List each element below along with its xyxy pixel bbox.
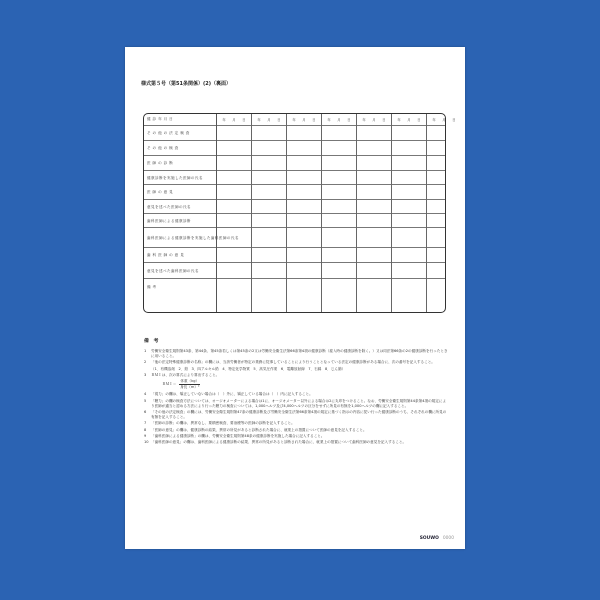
note-number: 9 [144,433,147,438]
note-number: 7 [144,421,147,426]
table-row [144,278,445,296]
note-number: 2 [144,360,147,365]
table-row [144,247,445,263]
table-row [144,170,445,185]
note-text: 「その他の法定検査」の欄には、労働安全衛生規則第47条の健康診断及び労働安全衛生法第66条第4項の規定に基づく指示の内容に従い行った健康診断のうち、それぞれの欄に所見の有無を記入すること。 [151,410,447,420]
date-unit: 年 [292,118,296,122]
date-unit: 月 [372,118,376,122]
row-label: 医 師 の 意 見 [147,190,174,194]
date-unit: 日 [312,118,316,122]
column-divider [356,114,357,312]
date-unit: 月 [267,118,271,122]
row-label: そ の 他 の 検 査 [147,146,179,150]
date-unit: 月 [337,118,341,122]
date-unit: 日 [382,118,386,122]
row-label: 意見を述べた歯科医師の氏名 [147,268,199,273]
row-label: 健 診 年 月 日 [147,117,174,121]
date-unit: 年 [222,118,226,122]
note-item [144,373,449,378]
date-cell[interactable] [289,114,319,125]
row-label: 歯科医師による健康診断 [147,218,191,223]
form-title: 様式第５号（第51条関係）(2)（裏面） [141,81,232,87]
date-cell[interactable] [254,114,284,125]
note-item [144,410,449,420]
row-label: 意見を述べた医師の氏名 [147,204,191,209]
note-number: 3 [144,372,147,377]
formula-numerator: 体重（kg） [179,379,200,385]
note-item [144,399,449,409]
date-unit: 月 [302,118,306,122]
row-label: 備 考 [147,285,157,289]
date-unit: 日 [347,118,351,122]
form-sheet [125,47,465,549]
note-text: 「歯科医師による健康診断」の欄は、労働安全衛生規則第48条の健康診断を実施した場合に記入すること。 [151,433,325,438]
date-unit: 年 [327,118,331,122]
note-text: ＢＭＩは、次の算式により算出すること。 [151,372,220,377]
note-item [144,349,449,359]
date-unit: 月 [442,118,446,122]
note-number: 4 [144,392,147,397]
note-number: 1 [144,349,147,353]
date-unit: 日 [417,118,421,122]
date-unit: 年 [432,118,436,122]
column-divider [321,114,322,312]
note-number: 6 [144,410,147,415]
note-item [144,440,449,445]
note-number: 8 [144,427,147,432]
row-label: 歯科医師による健康診断を実施した歯科医師の氏名 [147,235,239,240]
formula-fraction [179,379,200,390]
date-unit: 日 [452,118,456,122]
row-label: 健康診断を実施した医師の氏名 [147,175,203,180]
table-row [144,227,445,248]
health-record-table [143,113,456,313]
row-label: 医 師 の 診 断 [147,161,174,165]
note-item [144,360,449,365]
brand-code: 0000 [442,536,454,541]
column-divider [216,114,217,312]
note-text: 「聴力」の欄の検査方法については、オージオメーターによる場合は1に、オージオメーター以外による場合は2に丸印をつけること。なお、労働安全衛生規則第44条第4項の規定により医師が適当と認める方法により行った聴力の検査については、1,000ヘルツ及び4,000ヘルツの区分をせずに所見の有無を1,000ヘルツの欄に記入すること。 [151,398,447,408]
note-text: 「歯科医師の意見」の欄は、歯科医師による健康診断の結果、異常の所見があると診断された場合に、就業上の措置について歯科医師の意見を記入すること。 [151,440,407,445]
notes-list [144,349,449,446]
note-item [144,367,449,372]
date-unit: 日 [242,118,246,122]
publisher-brand [420,536,454,541]
table-row [144,155,445,171]
date-cell[interactable] [219,114,249,125]
note-text: 「他の法定特殊健康診断の名称」の欄には、当該労働者が特定の業務に従事していることにより行うこととなっている法定の健康診断がある場合に、次の番号を記入すること。 [151,360,435,365]
note-item [144,421,449,426]
column-divider [426,114,427,312]
table-row [144,213,445,228]
date-cell[interactable] [359,114,389,125]
column-divider [286,114,287,312]
note-number [144,367,151,372]
bmi-formula [162,379,449,390]
note-text: 「視力」の欄は、矯正していない場合は（ ）外に、矯正している場合は（ ）内に記入すること。 [151,392,313,397]
date-unit: 年 [397,118,401,122]
date-unit: 月 [232,118,236,122]
table-row [144,140,445,156]
column-divider [251,114,252,312]
formula-denominator: 身長（m）² [180,385,200,390]
date-cell[interactable] [324,114,354,125]
note-text: 「医師の意見」の欄は、健康診断の結果、異常の所見があると診断された場合に、就業上の措置について医師の意見を記入すること。 [151,427,367,432]
date-unit: 年 [362,118,366,122]
date-unit: 月 [407,118,411,122]
note-text: （1．有機溶剤 2．鉛 3．四アルキル鉛 4．特定化学物質 5．高気圧作業 6．電離放射線 7．石綿 8．じん肺） [151,366,346,371]
note-number: 5 [144,398,147,403]
notes-heading: 備 考 [144,339,159,344]
row-label: 歯 科 医 師 の 意 見 [147,253,185,257]
formula-lhs: ＢＭＩ＝ [162,382,177,387]
date-unit: 日 [277,118,281,122]
table-row [144,125,445,141]
note-text: 「医師の診断」の欄は、異常なし、要精密検査、要治療等の医師の診断を記入すること。 [151,421,295,426]
note-text: 労働安全衛生規則第43条、第44条、第45条若しくは第45条の2又は労働安全衛生法第66条第4項の健康診断（雇入時の健康診断を除く。）又は同法第66条の2の健康診断を行ったときに用いること。 [151,349,448,359]
table-row [144,262,445,279]
note-item [144,434,449,439]
table-row [144,184,445,200]
date-cell[interactable] [394,114,424,125]
brand-name: SOUWO [419,536,439,541]
note-item [144,428,449,433]
column-divider [391,114,392,312]
date-cell[interactable] [429,114,459,125]
note-item [144,392,449,397]
table-row [144,199,445,214]
note-number: 10 [144,440,149,445]
row-label: そ の 他 の 法 定 検 査 [147,131,190,135]
date-unit: 年 [257,118,261,122]
